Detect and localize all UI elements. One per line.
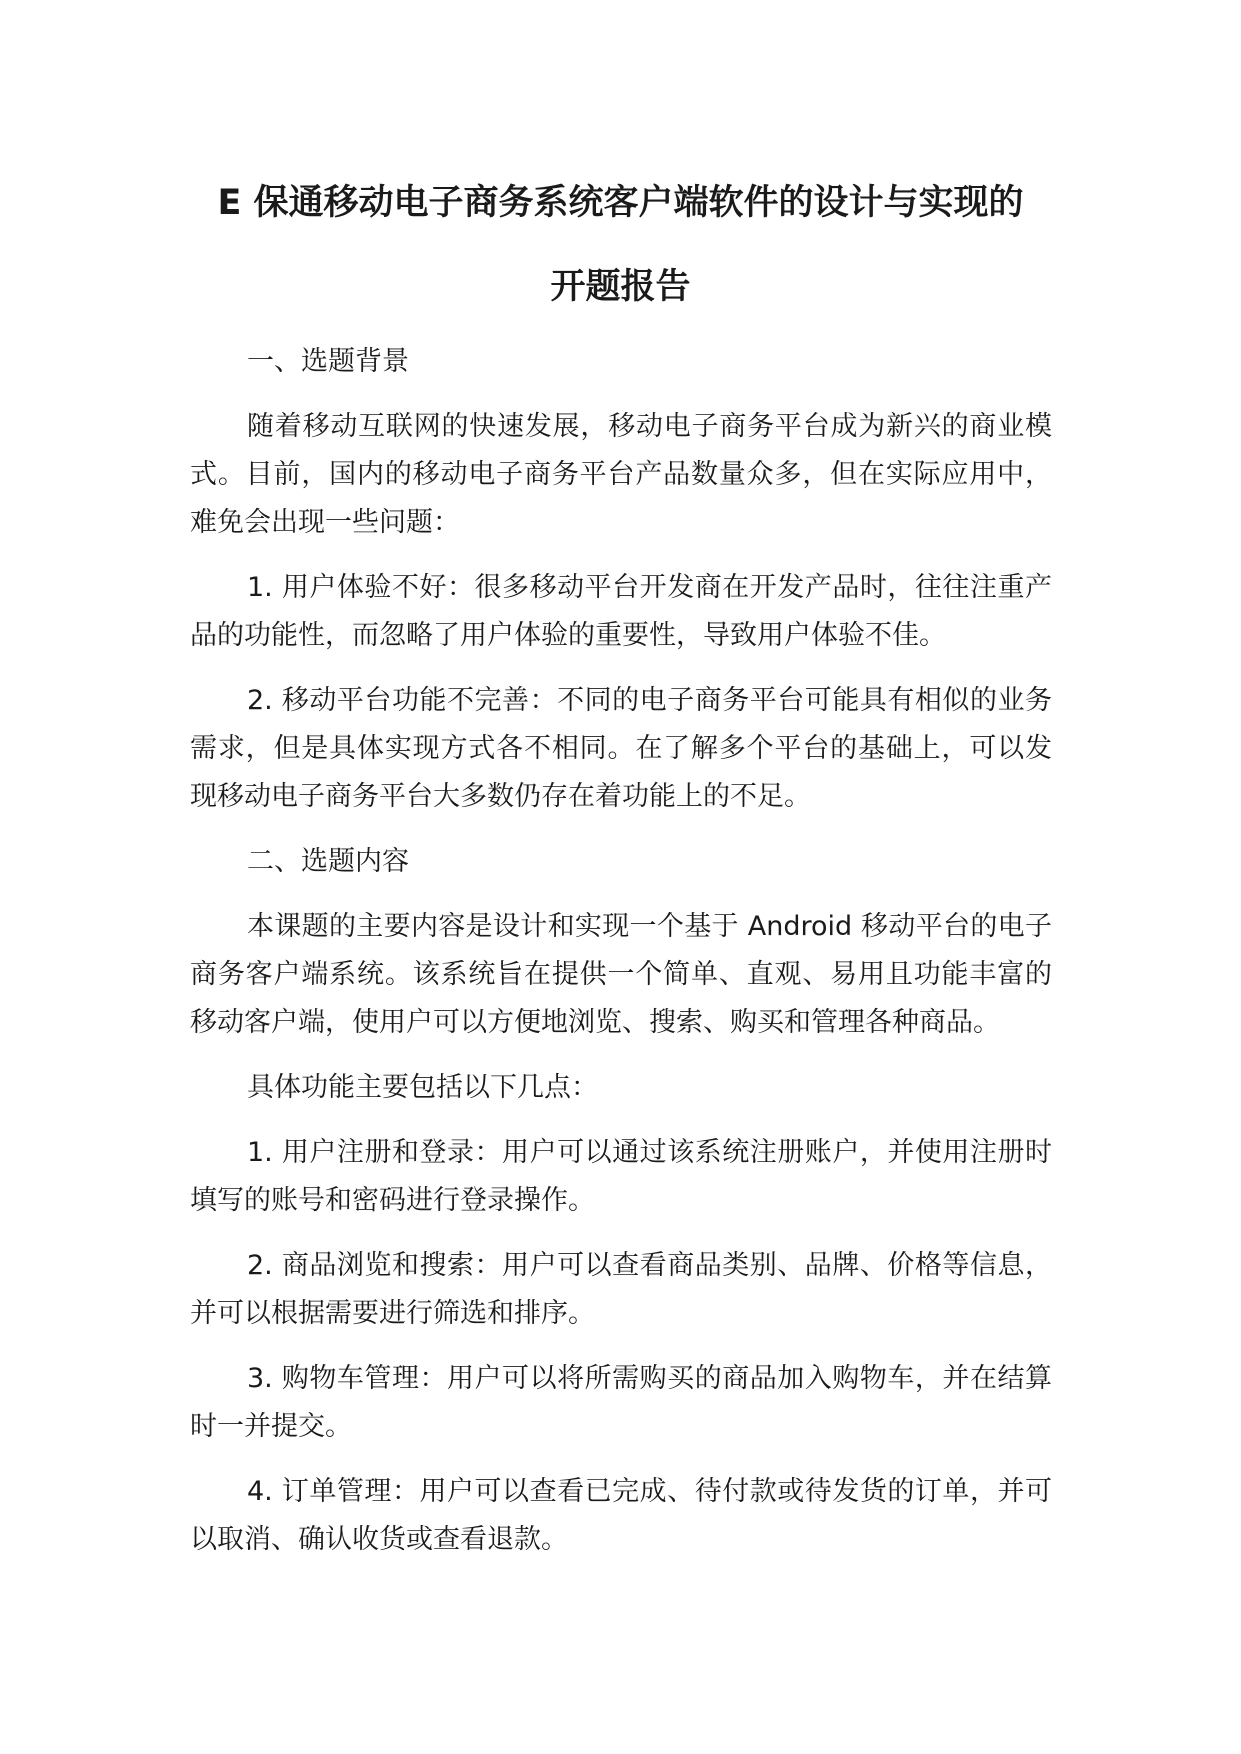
- section-heading-background: 一、选题背景: [247, 346, 409, 377]
- list-item-cart: 3. 购物车管理：用户可以将所需购买的商品加入购物车，并在结算时一并提交。: [190, 1363, 1052, 1442]
- paragraph-content-intro: 本课题的主要内容是设计和实现一个基于 Android 移动平台的电子商务客户端系统。该系统旨在提供一个简单、直观、易用且功能丰富的移动客户端，使用户可以方便地浏览、搜索、购买和管理各种商品。: [190, 911, 1052, 1038]
- list-item-register-login: 1. 用户注册和登录：用户可以通过该系统注册账户，并使用注册时填写的账号和密码进行登录操作。: [190, 1137, 1052, 1216]
- paragraph-features-lead: 具体功能主要包括以下几点：: [247, 1072, 598, 1103]
- document-title-line-1: E 保通移动电子商务系统客户端软件的设计与实现的: [217, 183, 1024, 223]
- list-item-user-experience: 1. 用户体验不好：很多移动平台开发商在开发产品时，往往注重产品的功能性，而忽略了用户体验的重要性，导致用户体验不佳。: [190, 572, 1052, 651]
- document-title-line-2: 开题报告: [550, 267, 691, 307]
- document-body: [190, 338, 1052, 1581]
- list-item-browse-search: 2. 商品浏览和搜索：用户可以查看商品类别、品牌、价格等信息，并可以根据需要进行筛选和排序。: [190, 1250, 1052, 1329]
- list-item-orders: 4. 订单管理：用户可以查看已完成、待付款或待发货的订单，并可以取消、确认收货或查看退款。: [190, 1476, 1052, 1555]
- list-item-platform-features: 2. 移动平台功能不完善：不同的电子商务平台可能具有相似的业务需求，但是具体实现方式各不相同。在了解多个平台的基础上，可以发现移动电子商务平台大多数仍存在着功能上的不足。: [190, 685, 1052, 812]
- paragraph-background-intro: 随着移动互联网的快速发展，移动电子商务平台成为新兴的商业模式。目前，国内的移动电子商务平台产品数量众多，但在实际应用中，难免会出现一些问题：: [190, 411, 1052, 538]
- section-heading-content: 二、选题内容: [247, 846, 409, 877]
